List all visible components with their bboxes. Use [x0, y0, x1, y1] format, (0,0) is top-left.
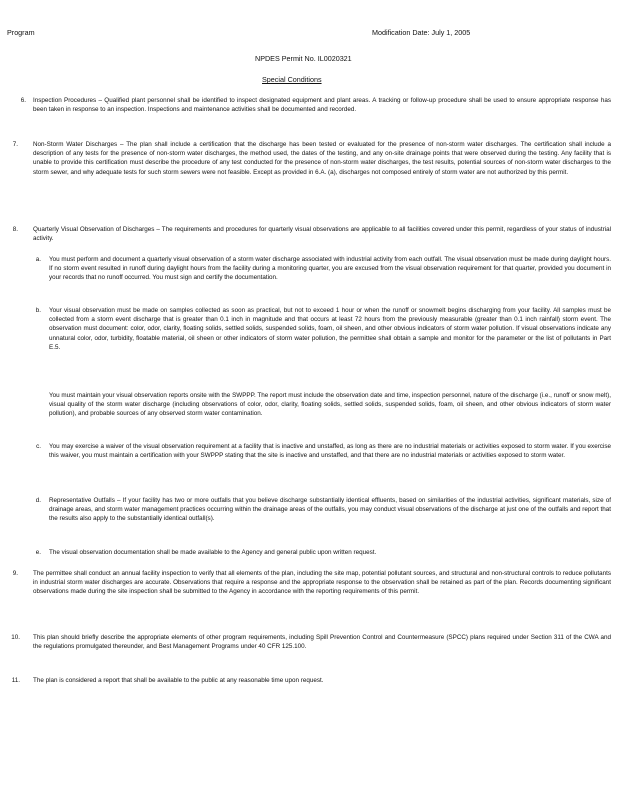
item-number: 9. [12, 570, 18, 577]
item-number: 10. [11, 634, 20, 641]
subitem-text: Representative Outfalls – If your facility has two or more outfalls that you believe discharge substantially identical effluents, based on similarities of the industrial activities, significant materials, size of drainage areas, and storm water management practices occurring within the drainage areas of the outfalls, you may conduct visual observations of the discharge at just one of the outfalls and report that the results also apply to the substantially identical outfall(s). [49, 497, 611, 523]
item-number: 11. [11, 677, 20, 684]
subitem-b-report-paragraph: You must maintain your visual observation reports onsite with the SWPPP. The report must include the observation date and time, inspection personnel, nature of the discharge (i.e., runoff or snow melt), visual quality of the storm water discharge (including observations of color, odor, clarity, floating solids, settled solids, suspended solids, foam, oil sheen, and other obvious indicators of storm water pollution), and probable sources of any observed storm water contamination. [49, 392, 611, 418]
item-text: Non-Storm Water Discharges – The plan shall include a certification that the discharge has been tested or evaluated for the presence of non-storm water discharges. The certification shall include a description of any tests for the presence of non-storm water discharges, the method used, the dates of the testing, and any on-site drainage points that were observed during the testing. Any facility that is unable to provide this certification must describe the procedure of any test conducted for the presence of non-storm water discharges, the test results, potential sources of non-storm water discharges to the storm sewer, and why adequate tests for such storm sewers were not feasible. Except as provided in 6.A. (a), discharges not composed entirely of storm water are not authorized by this permit. [33, 141, 611, 176]
item-text: The plan is considered a report that shall be available to the public at any reasonable time upon request. [33, 677, 324, 684]
item-text: The permittee shall conduct an annual facility inspection to verify that all elements of the plan, including the site map, potential pollutant sources, and structural and non-structural controls to reduce pollutants in industrial storm water discharges are accurate. Observations that require a response and the appropriate response to the observation shall be retained as part of the plan. Records documenting significant observations made during the site inspection shall be submitted to the Agency in accordance with the reporting requirements of this permit. [33, 570, 611, 596]
subitem-text: Your visual observation must be made on samples collected as soon as practical, but not to exceed 1 hour or when the runoff or snowmelt begins discharging from your facility. All samples must be collected from a storm event discharge that is greater than 0.1 inch in magnitude and that occurs at least 72 hours from the previously measurable (greater than 0.1 inch rainfall) storm event. The observation must document: color, odor, clarity, floating solids, settled solids, suspended solids, foam, oil sheen, and other obvious indicators of storm water pollution. If visual observations indicate any unnatural color, odor, turbidity, floatable material, oil sheen or other indicators of storm water pollution, the permittee shall obtain a sample and monitor for the parameter or the list of pollutants in Part E.5. [49, 307, 611, 351]
item-number: 6. [20, 97, 26, 104]
subitem-text: You may exercise a waiver of the visual observation requirement at a facility that is inactive and unstaffed, as long as there are no industrial materials or activities exposed to storm water. If you exercise this waiver, you must maintain a certification with your SWPPP stating that the site is inactive and unstaffed, and that there are no industrial materials or activities exposed to storm water. [49, 443, 611, 460]
item-number: 7. [12, 141, 18, 148]
section-title: Special Conditions [262, 75, 322, 84]
subitem-letter: a. [35, 256, 41, 263]
subitem-text: The visual observation documentation shall be made available to the Agency and general public upon written request. [49, 549, 377, 556]
header-modification-date: Modification Date: July 1, 2005 [372, 28, 471, 37]
subitem-text: You must perform and document a quarterly visual observation of a storm water discharge associated with industrial activity from each outfall. The visual observation must be made during daylight hours. If no storm event resulted in runoff during daylight hours from the facility during a monitoring quarter, you are excused from the visual observation requirement for that quarter, provided you document in your records that no runoff occurred. You must sign and certify the documentation. [49, 256, 611, 282]
subitem-letter: d. [35, 497, 41, 504]
subitem-letter: c. [36, 443, 41, 450]
subitem-letter: b. [35, 307, 41, 314]
subitem-letter: e. [35, 549, 41, 556]
item-text: Inspection Procedures – Qualified plant personnel shall be identified to inspect designated equipment and plant areas. A tracking or follow-up procedure shall be used to ensure appropriate response has been taken in response to an inspection. Inspections and maintenance activities shall be documented and recorded. [33, 97, 611, 114]
item-text: This plan should briefly describe the appropriate elements of other program requirements, including Spill Prevention Control and Countermeasure (SPCC) plans required under Section 311 of the CWA and the regulations promulgated thereunder, and Best Management Programs under 40 CFR 125.100. [33, 634, 611, 651]
item-number: 8. [12, 226, 18, 233]
header-program: Program [7, 28, 35, 37]
item-text: Quarterly Visual Observation of Discharges – The requirements and procedures for quarterly visual observations are applicable to all facilities covered under this permit, regardless of your status of industrial activity. [33, 226, 611, 243]
permit-number: NPDES Permit No. IL0020321 [255, 54, 352, 63]
